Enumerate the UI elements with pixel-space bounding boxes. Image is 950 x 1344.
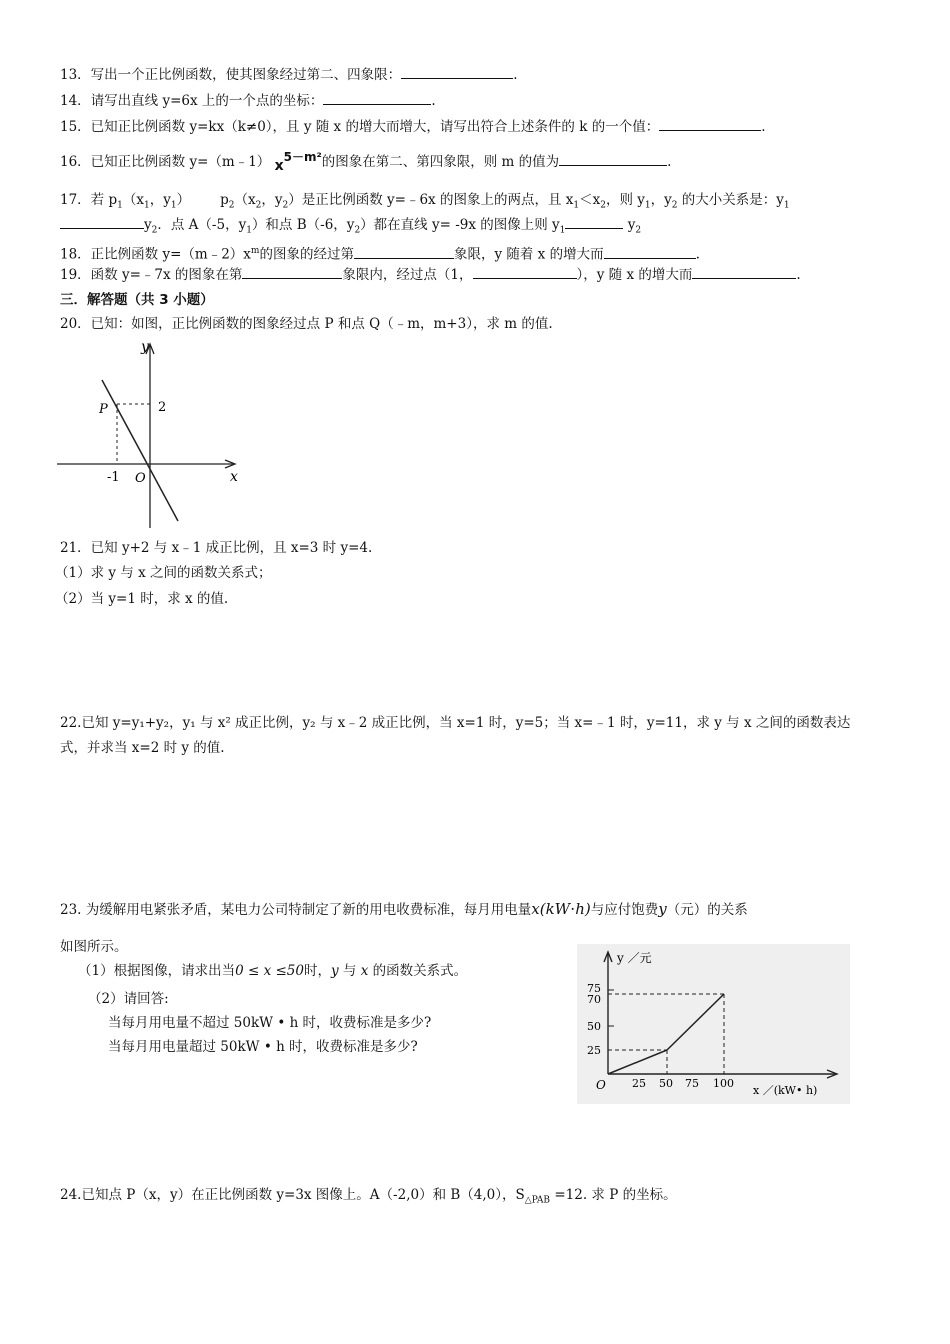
question-15-text: 15．已知正比例函数 y=kx（k≠0），且 y 随 x 的增大而增大，请写出符合上述条件的 k 的一个值： — [60, 119, 660, 135]
question-21: 21．已知 y+2 与 x﹣1 成正比例，且 x=3 时 y=4. — [60, 540, 373, 556]
answer-blank[interactable] — [692, 266, 796, 279]
section-heading: 三．解答题（共 3 小题） — [60, 292, 214, 308]
y-tick-50: 50 — [587, 1020, 601, 1033]
question-14: 14．请写出直线 y=6x 上的一个点的坐标： . — [60, 93, 436, 109]
origin-label: O — [596, 1078, 606, 1092]
question-13: 13．写出一个正比例函数，使其图象经过第二、四象限： . — [60, 67, 518, 83]
question-23-part1: （1）根据图像，请求出当0 ≤ x ≤50时，y 与 x 的函数关系式。 — [78, 963, 468, 979]
power-base: x — [274, 158, 284, 174]
answer-blank[interactable] — [559, 153, 667, 166]
question-17-cont: $y_2$．点 A（-5，$y_1$）和点 B（-6，$y_2$）都在直线 y= -9x 的图像上则 $y_1$ $y_2$ — [60, 216, 641, 240]
segment-0-50 — [608, 1050, 667, 1074]
question-23-part2: （2）请回答: — [88, 991, 169, 1007]
x-axis-label: x — [230, 469, 238, 485]
x-axis-label: x ／(kW• h) — [753, 1084, 818, 1097]
question-19: 19．函数 y=﹣7x 的图象在第 象限内，经过点（1， ），y 随 x 的增大而 . — [60, 267, 801, 283]
answer-blank[interactable] — [473, 266, 577, 279]
answer-blank[interactable] — [401, 66, 513, 79]
x-tick-100: 100 — [713, 1077, 734, 1090]
question-23-part2b: 当每月用电量超过 50kW • h 时，收费标准是多少? — [108, 1039, 418, 1055]
point-p-label: P — [99, 402, 108, 417]
question-14-text: 14．请写出直线 y=6x 上的一个点的坐标： — [60, 93, 324, 109]
answer-blank[interactable] — [565, 216, 623, 229]
y-tick-75: 75 — [587, 982, 601, 995]
power-exponent: 5－m² — [283, 150, 322, 164]
origin-label: O — [135, 471, 146, 486]
question-13-text: 13．写出一个正比例函数，使其图象经过第二、四象限： — [60, 67, 402, 83]
q20-graph — [55, 338, 255, 533]
question-15: 15．已知正比例函数 y=kx（k≠0），且 y 随 x 的增大而增大，请写出符合上述条件的 k 的一个值： . — [60, 119, 766, 135]
y-tick-25: 25 — [587, 1044, 601, 1057]
question-22-cont: 式，并求当 x=2 时 y 的值. — [60, 740, 225, 756]
question-24: 24.已知点 P（x，y）在正比例函数 y=3x 图像上。A（-2,0）和 B（4,0），$S_{\triangle PAB} =12$. 求 P 的坐标。 — [60, 1187, 677, 1206]
x-value-label: -1 — [107, 470, 120, 485]
question-22: 22.已知 y=y₁+y₂，y₁ 与 x² 成正比例，y₂ 与 x﹣2 成正比例，当 x=1 时，y=5；当 x=﹣1 时，y=11，求 y 与 x 之间的函数表达 — [60, 715, 851, 731]
answer-blank[interactable] — [659, 118, 761, 131]
answer-blank[interactable] — [323, 92, 431, 105]
answer-blank[interactable] — [354, 246, 454, 259]
segment-50-100 — [667, 994, 724, 1050]
question-21-part1: （1）求 y 与 x 之间的函数关系式； — [55, 565, 272, 581]
x-tick-25: 25 — [632, 1077, 646, 1090]
y-tick-70: 70 — [587, 993, 601, 1006]
question-23-cont: 如图所示。 — [60, 939, 128, 955]
y-axis-label: y ／元 — [617, 951, 652, 965]
y-value-label: 2 — [158, 400, 167, 415]
question-21-part2: （2）当 y=1 时，求 x 的值. — [55, 591, 229, 607]
q23-graph — [577, 944, 850, 1104]
y-axis-label: y — [141, 339, 149, 355]
question-20: 20．已知：如图，正比例函数的图象经过点 P 和点 Q（﹣m，m+3），求 m 的值. — [60, 316, 553, 332]
line-through-p — [102, 380, 178, 521]
answer-blank[interactable] — [60, 216, 144, 229]
question-17: 17．若 $p_1(x_1$，$y_1$） $p_2(x_2$，$y_2$）是正比例函数 y=﹣6x 的图象上的两点，且 $x_1<x_2$，则 $y_1$，$y_2$ 的大小关系是：$y_1$ — [60, 192, 790, 211]
question-16: 16．已知正比例函数 y=（m﹣1） x5－m²的图象在第二、第四象限，则 m 的值为 . — [60, 150, 672, 174]
question-23-part2a: 当每月用电量不超过 50kW • h 时，收费标准是多少? — [108, 1015, 432, 1031]
question-18: 18．正比例函数 $y=(m﹣2)x^m$的图象的经过第 象限，y 随着 x 的增大而 . — [60, 246, 700, 263]
x-tick-50: 50 — [659, 1077, 673, 1090]
x-tick-75: 75 — [685, 1077, 699, 1090]
question-23: 23. 为缓解用电紧张矛盾，某电力公司特制定了新的用电收费标准，每月用电量x(kW⋅h)与应付饱费y（元）的关系 — [60, 900, 748, 918]
answer-blank[interactable] — [604, 246, 696, 259]
answer-blank[interactable] — [242, 266, 342, 279]
